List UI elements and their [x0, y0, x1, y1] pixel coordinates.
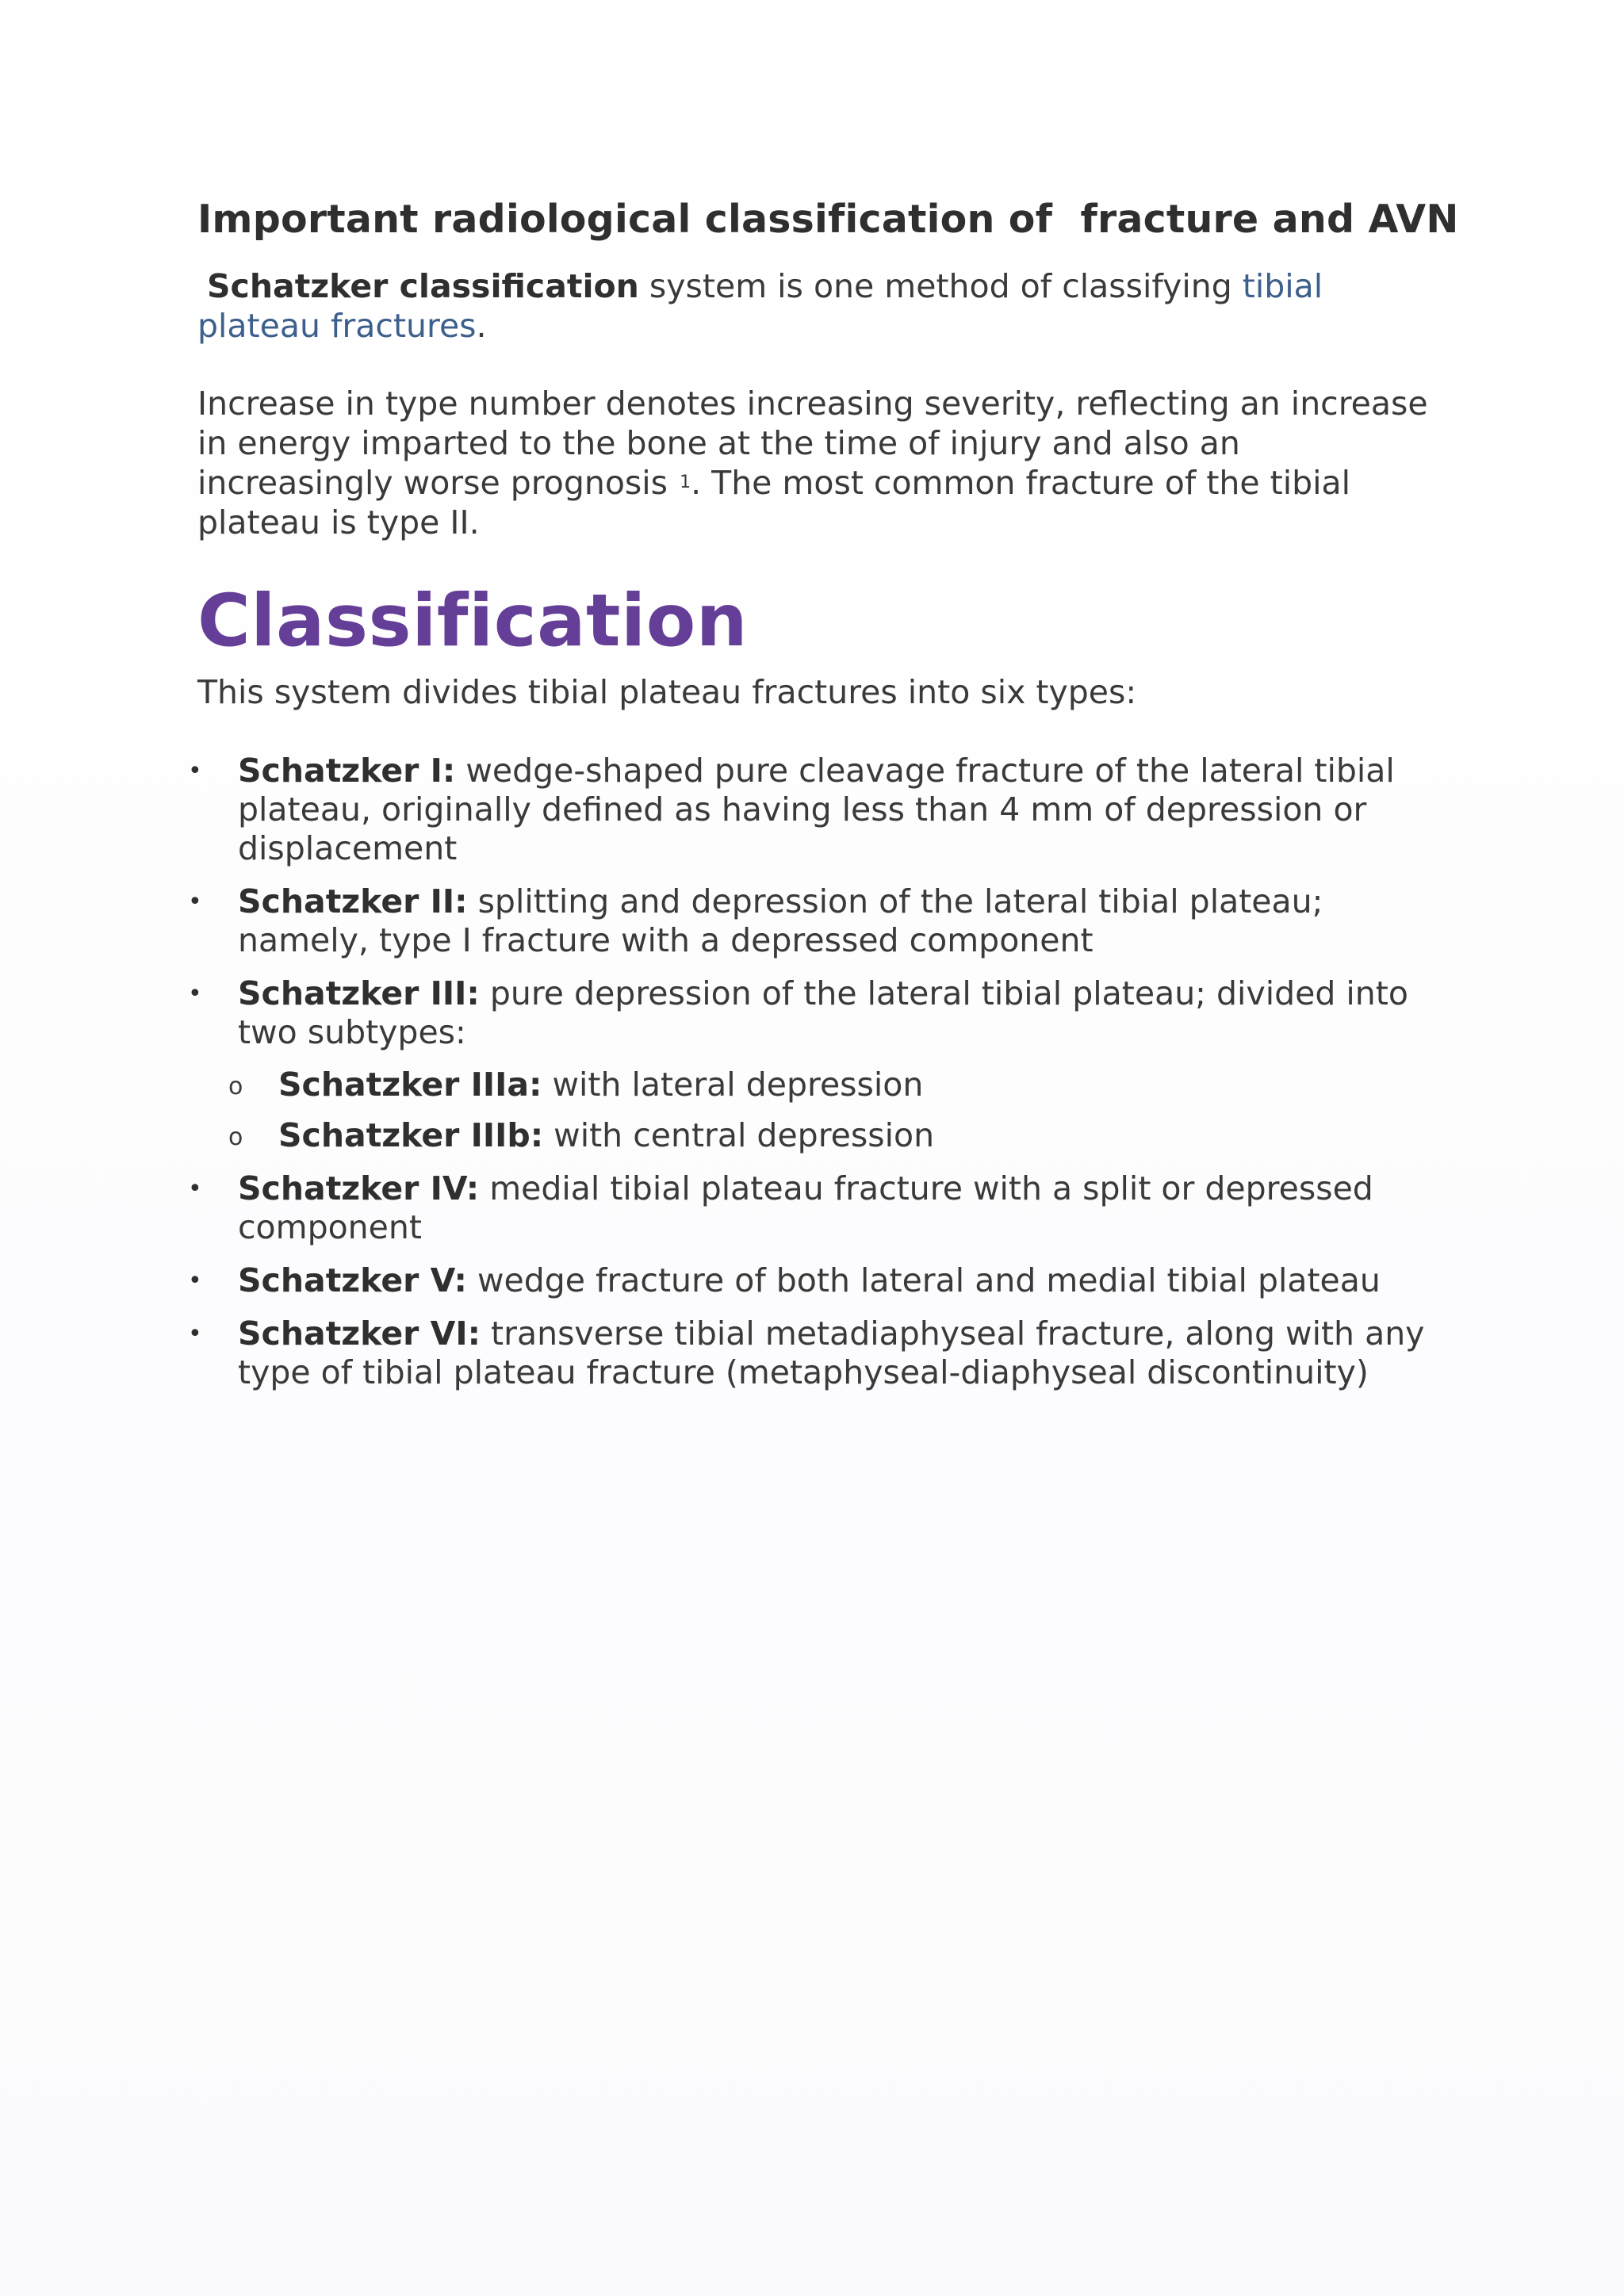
classification-heading: Classification	[197, 580, 749, 663]
type-description: transverse tibial metadiaphyseal fracture, along with any type of tibial plateau fracture (metaphyseal-diaphyseal discontinuity)	[238, 1314, 1425, 1391]
type-term: Schatzker IV:	[238, 1169, 480, 1207]
subtype-term: Schatzker IIIb:	[278, 1116, 544, 1154]
document-title	[197, 187, 1459, 252]
type-description: pure depression of the lateral tibial plateau; divided into two subtypes:	[238, 974, 1408, 1051]
severity-paragraph	[197, 384, 1434, 542]
reference-marker[interactable]: 1	[680, 473, 691, 492]
bullet-icon: •	[188, 1175, 202, 1203]
sub-bullet-icon: o	[228, 1123, 243, 1151]
list-item-type-6	[188, 1314, 1434, 1392]
type-term: Schatzker VI:	[238, 1314, 481, 1353]
intro-text: system is one method of classifying	[638, 267, 1243, 305]
schatzker-iii-subtypes-list	[228, 1066, 1434, 1155]
list-item-type-4	[188, 1169, 1434, 1247]
bullet-icon: •	[188, 757, 202, 785]
type-term: Schatzker I:	[238, 752, 456, 790]
type-description: wedge-shaped pure cleavage fracture of the lateral tibial plateau, originally defined as having less than 4 mm of depression or displacement	[238, 752, 1395, 867]
schatzker-types-list	[188, 752, 1434, 1392]
list-item-type-5	[188, 1261, 1434, 1300]
intro-lead-term: Schatzker classification	[207, 267, 639, 305]
list-item-type-2	[188, 882, 1434, 960]
tibial-plateau-fractures-link[interactable]: tibial plateau fractures	[197, 267, 1323, 345]
list-item-type-3	[188, 974, 1434, 1155]
list-item-subtype-3b	[228, 1116, 1434, 1155]
subtype-description: with central depression	[543, 1116, 935, 1154]
type-term: Schatzker V:	[238, 1261, 467, 1299]
subtype-description: with lateral depression	[542, 1066, 924, 1104]
severity-text-2: . The most common fracture of the tibial plateau is type II.	[197, 464, 1351, 541]
bullet-icon: •	[188, 888, 202, 916]
severity-text: Increase in type number denotes increasing severity, reflecting an increase in energy imparted to the bone at the time of injury and also an increasingly worse prognosis	[197, 385, 1428, 502]
intro-end: .	[476, 307, 487, 345]
classification-intro: This system divides tibial plateau fractures into six types:	[197, 673, 1137, 711]
document-content	[188, 187, 1459, 1406]
type-term: Schatzker III:	[238, 974, 480, 1012]
type-term: Schatzker II:	[238, 882, 468, 920]
document-title-part1: Important radiological classification of	[197, 197, 1053, 242]
bullet-icon: •	[188, 1320, 202, 1348]
intro-paragraph	[197, 266, 1434, 346]
type-description: splitting and depression of the lateral tibial plateau; namely, type I fracture with a depressed component	[238, 882, 1323, 959]
bullet-icon: •	[188, 1267, 202, 1295]
document-title-part2: fracture and AVN	[1080, 197, 1459, 242]
subtype-term: Schatzker IIIa:	[278, 1066, 542, 1104]
sub-bullet-icon: o	[228, 1073, 243, 1100]
list-item-type-1	[188, 752, 1434, 868]
type-description: wedge fracture of both lateral and medial tibial plateau	[466, 1261, 1381, 1299]
list-item-subtype-3a	[228, 1066, 1434, 1104]
bullet-icon: •	[188, 980, 202, 1008]
type-description: medial tibial plateau fracture with a split or depressed component	[238, 1169, 1373, 1246]
